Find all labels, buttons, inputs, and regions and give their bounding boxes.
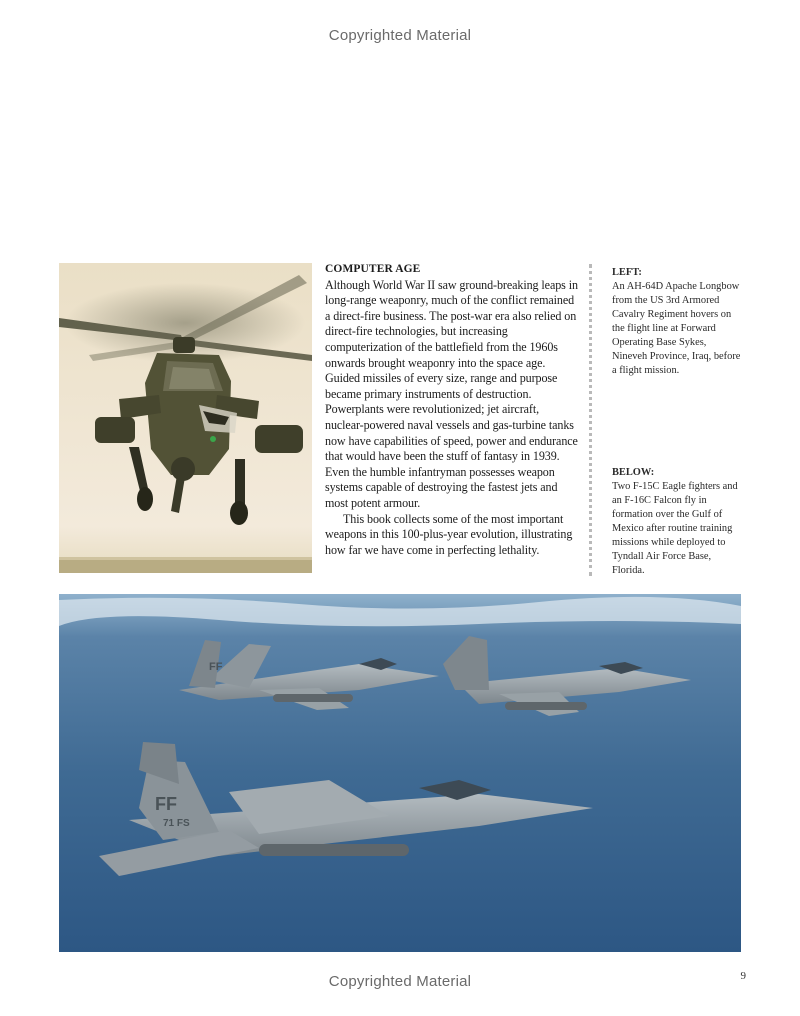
watermark-top: Copyrighted Material [328,27,472,44]
caption-below [612,466,744,578]
ground [59,559,312,573]
caption-below-title: BELOW: [612,467,655,478]
caption-left-title: LEFT: [612,267,642,278]
apache-helicopter-photo [59,263,312,573]
article-paragraph-2: This book collects some of the most important weapons in this 100-plus-year evolution, illustrating how far we have come in perfecting lethality. [325,511,573,557]
page-number: 9 [740,970,746,982]
article-text [325,262,579,558]
jet-large-tail-code: FF [155,794,177,814]
jet-large-squadron: 71 FS [163,818,190,829]
caption-divider [589,264,592,576]
section-heading: COMPUTER AGE [325,263,421,275]
fighter-jets-photo [59,594,741,952]
jet-small-tail-code: FF [209,661,223,673]
horizon-haze [59,557,312,560]
caption-below-text: Two F-15C Eagle fighters and an F-16C Falcon fly in formation over the Gulf of Mexico after routine training missions while deployed to Tyndall Air Force Base, Florida. [612,481,738,576]
caption-left [612,266,744,378]
caption-left-text: An AH-64D Apache Longbow from the US 3rd Armored Cavalry Regiment hovers on the flight line at Forward Operating Base Sykes, Nineveh Province, Iraq, before a flight mission. [612,281,741,376]
watermark-bottom: Copyrighted Material [328,973,472,990]
article-paragraph-1: Although World War II saw ground-breaking leaps in long-range weaponry, much of the conflict remained a direct-fire business. The post-war era also relied on direct-fire technologies, but increasing computerization of the battlefield from the 1960s onwards brought weaponry into the space age. Guided missiles of every size, range and purpose became primary instruments of destruction. Powerplants were revolutionized; jet aircraft, nuclear-powered naval vessels and gas-turbine tanks now have capabilities of speed, power and endurance that would have been the stuff of fantasy in 1939. Even the humble infantryman possesses weapon systems capable of destroying the fastest jets and most potent armour. [325,277,578,510]
